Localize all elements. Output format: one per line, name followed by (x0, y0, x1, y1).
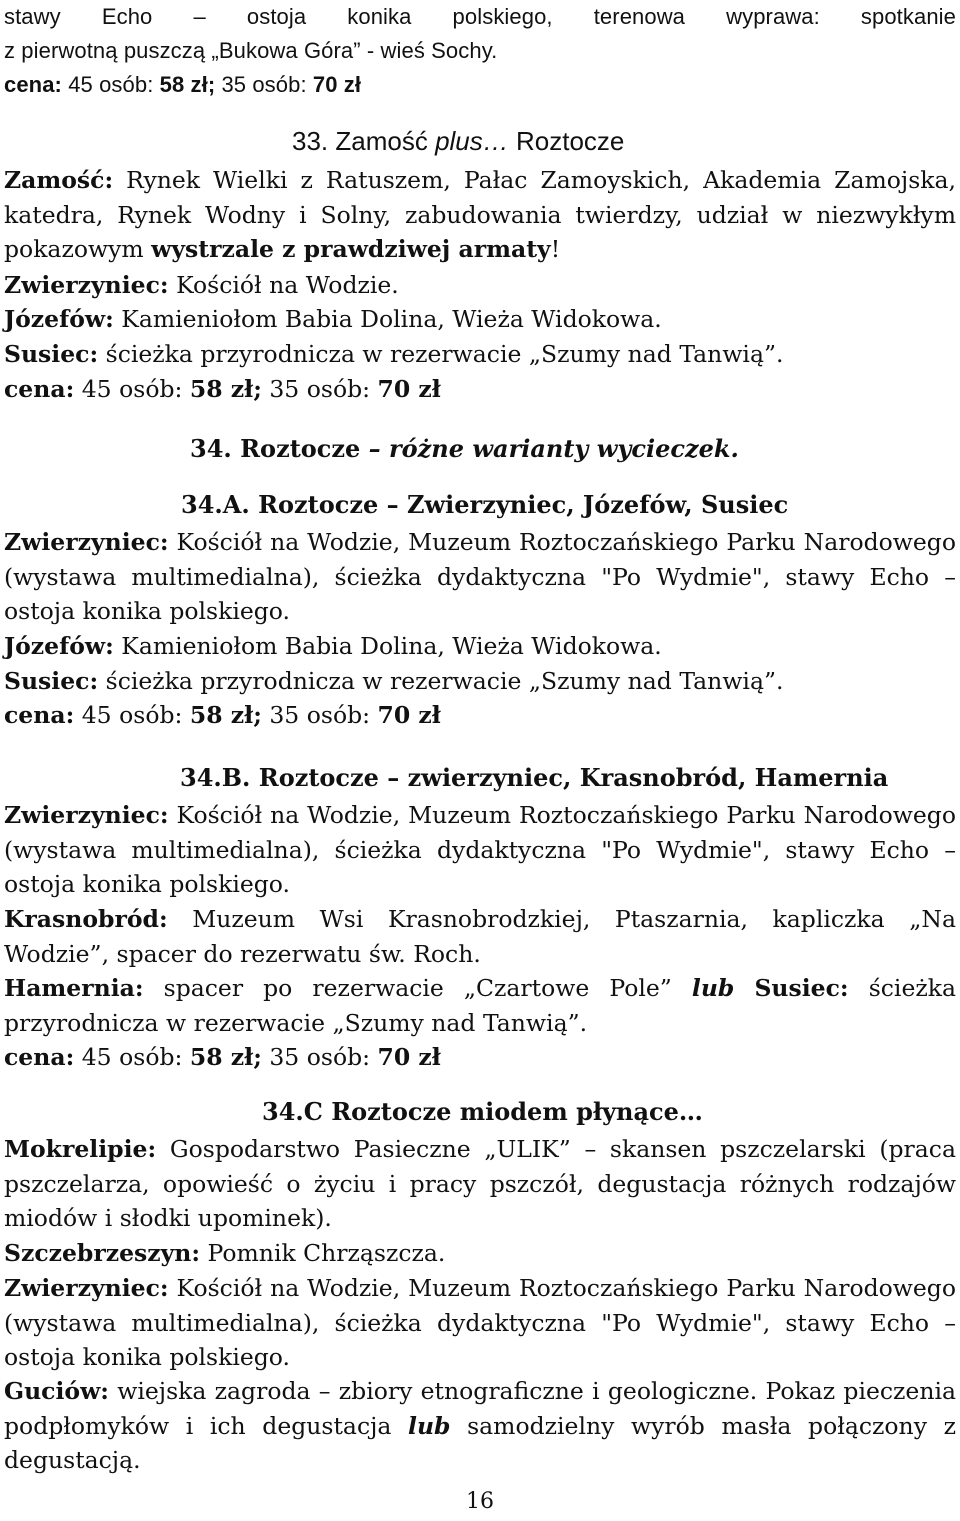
section-34c-szczebrzeszyn (4, 1236, 956, 1271)
zamosc-bold: wystrzale z prawdziwej armaty (151, 235, 551, 263)
susiec-label: Susiec: (4, 667, 99, 695)
guciow-text: wiejska zagroda – zbiory etnograficzne i geologiczne. Pokaz pieczenia podpłomyków i ich degustacja (4, 1377, 956, 1440)
zwierzyniec-text: Kościół na Wodzie, Muzeum Roztoczańskiego Parku Narodowego (wystawa multimedialna), ścieżka dydaktyczna "Po Wydmie", stawy Echo – ostoja konika polskiego. (4, 1274, 956, 1371)
price-58: 58 zł; (189, 701, 262, 729)
zwierzyniec-label: Zwierzyniec: (4, 271, 169, 299)
section-34b-krasnobrod (4, 902, 956, 971)
szczebrzeszyn-text: Pomnik Chrząszcza. (207, 1239, 446, 1267)
susiec-text: ścieżka przyrodnicza w rezerwacie „Szumy nad Tanwią”. (105, 340, 784, 368)
section-34c-title: 34.C Roztocze miodem płynące… (262, 1097, 703, 1126)
price-35-label: 35 osób: (269, 375, 371, 403)
price-label: cena: (4, 701, 75, 729)
price-45-label: 45 osób: (81, 701, 183, 729)
lub-word: lub (408, 1411, 451, 1440)
section-33-title-c: Roztocze (516, 126, 625, 156)
price-45-label: 45 osób: (68, 72, 154, 97)
section-34b-title: 34.B. Roztocze – zwierzyniec, Krasnobród, Hamernia (180, 763, 889, 792)
section-34c-guciow (4, 1374, 956, 1478)
zamosc-end: ! (550, 235, 561, 263)
mokrelipie-text: Gospodarstwo Pasieczne „ULIK” – skansen pszczelarski (praca pszczelarza, opowieść o życiu i pracy pszczół, degustacja różnych rodzajów miodów i słodki upominek). (4, 1135, 956, 1232)
intro-line-2: z pierwotną puszczą „Bukowa Góra” - wieś Sochy. (4, 38, 498, 63)
section-34a-title: 34.A. Roztocze – Zwierzyniec, Józefów, Susiec (181, 490, 789, 519)
guciow-label: Guciów: (4, 1377, 109, 1405)
zwierzyniec-label: Zwierzyniec: (4, 801, 169, 829)
section-33-title (292, 126, 624, 157)
section-34-title (190, 434, 739, 463)
section-34c-zwierzyniec (4, 1271, 956, 1375)
szczebrzeszyn-label: Szczebrzeszyn: (4, 1239, 201, 1267)
price-35-label: 35 osób: (269, 701, 371, 729)
price-70: 70 zł (377, 701, 441, 729)
section-33-title-a: 33. Zamość (292, 126, 428, 156)
zamosc-label: Zamość: (4, 166, 114, 194)
jozefow-text: Kamieniołom Babia Dolina, Wieża Widokowa. (121, 305, 662, 333)
section-34b-hamernia (4, 971, 956, 1040)
krasnobrod-label: Krasnobród: (4, 905, 168, 933)
section-34-title-b: – różne warianty wycieczek. (368, 434, 739, 463)
price-label: cena: (4, 375, 75, 403)
section-34a-susiec (4, 664, 956, 699)
section-34a-zwierzyniec (4, 525, 956, 629)
price-45-label: 45 osób: (81, 1043, 183, 1071)
section-33-susiec (4, 337, 956, 372)
price-70: 70 zł (312, 72, 362, 97)
section-34b-price (4, 1040, 956, 1075)
zwierzyniec-label: Zwierzyniec: (4, 1274, 169, 1302)
price-label: cena: (4, 1043, 75, 1071)
zwierzyniec-text: Kościół na Wodzie, Muzeum Roztoczańskiego Parku Narodowego (wystawa multimedialna), ścieżka dydaktyczna "Po Wydmie", stawy Echo – ostoja konika polskiego. (4, 528, 956, 625)
jozefow-text: Kamieniołom Babia Dolina, Wieża Widokowa. (121, 632, 662, 660)
section-34a-jozefow (4, 629, 956, 664)
intro-paragraph (4, 0, 956, 35)
price-70: 70 zł (377, 375, 441, 403)
susiec-label: Susiec: (4, 340, 99, 368)
section-34a-price (4, 698, 956, 733)
susiec-text: ścieżka przyrodnicza w rezerwacie „Szumy nad Tanwią”. (105, 667, 784, 695)
section-33-zamosc (4, 163, 956, 267)
intro-price (4, 68, 956, 103)
section-33-zwierzyniec (4, 268, 956, 303)
section-33-title-b: plus… (435, 126, 509, 156)
price-58: 58 zł; (159, 72, 216, 97)
section-34c-mokrelipie (4, 1132, 956, 1236)
section-34b-zwierzyniec (4, 798, 956, 902)
price-35-label: 35 osób: (269, 1043, 371, 1071)
section-33-price (4, 372, 956, 407)
zamosc-text: Rynek Wielki z Ratuszem, Pałac Zamoyskich, Akademia Zamojska, katedra, Rynek Wodny i Solny, zabudowania twierdzy, udział w niezwykłym pokazowym (4, 166, 956, 263)
price-45-label: 45 osób: (81, 375, 183, 403)
zwierzyniec-text: Kościół na Wodzie. (176, 271, 399, 299)
price-58: 58 zł; (189, 1043, 262, 1071)
zwierzyniec-text: Kościół na Wodzie, Muzeum Roztoczańskiego Parku Narodowego (wystawa multimedialna), ścieżka dydaktyczna "Po Wydmie", stawy Echo – ostoja konika polskiego. (4, 801, 956, 898)
lub-word: lub (691, 974, 735, 1002)
page-number: 16 (466, 1489, 494, 1514)
zwierzyniec-label: Zwierzyniec: (4, 528, 169, 556)
hamernia-text: spacer po rezerwacie „Czartowe Pole” (163, 974, 672, 1002)
intro-line-1: stawy Echo – ostoja konika polskiego, terenowa wyprawa: spotkanie (4, 4, 956, 29)
price-label: cena: (4, 72, 62, 97)
intro-line-2-wrap (4, 34, 956, 69)
susiec-text: ścieżka przyrodnicza w rezerwacie „Szumy nad Tanwią”. (4, 974, 956, 1037)
section-34-title-a: 34. Roztocze (190, 434, 361, 463)
price-70: 70 zł (377, 1043, 441, 1071)
susiec-label: Susiec: (754, 974, 849, 1002)
hamernia-label: Hamernia: (4, 974, 144, 1002)
section-33-jozefow (4, 302, 956, 337)
guciow-text-2: samodzielny wyrób masła połączony z degustacją. (4, 1411, 956, 1474)
price-35-label: 35 osób: (221, 72, 307, 97)
mokrelipie-label: Mokrelipie: (4, 1135, 157, 1163)
jozefow-label: Józefów: (4, 632, 114, 660)
price-58: 58 zł; (189, 375, 262, 403)
krasnobrod-text: Muzeum Wsi Krasnobrodzkiej, Ptaszarnia, kapliczka „Na Wodzie”, spacer do rezerwatu św. Roch. (4, 905, 956, 968)
jozefow-label: Józefów: (4, 305, 114, 333)
